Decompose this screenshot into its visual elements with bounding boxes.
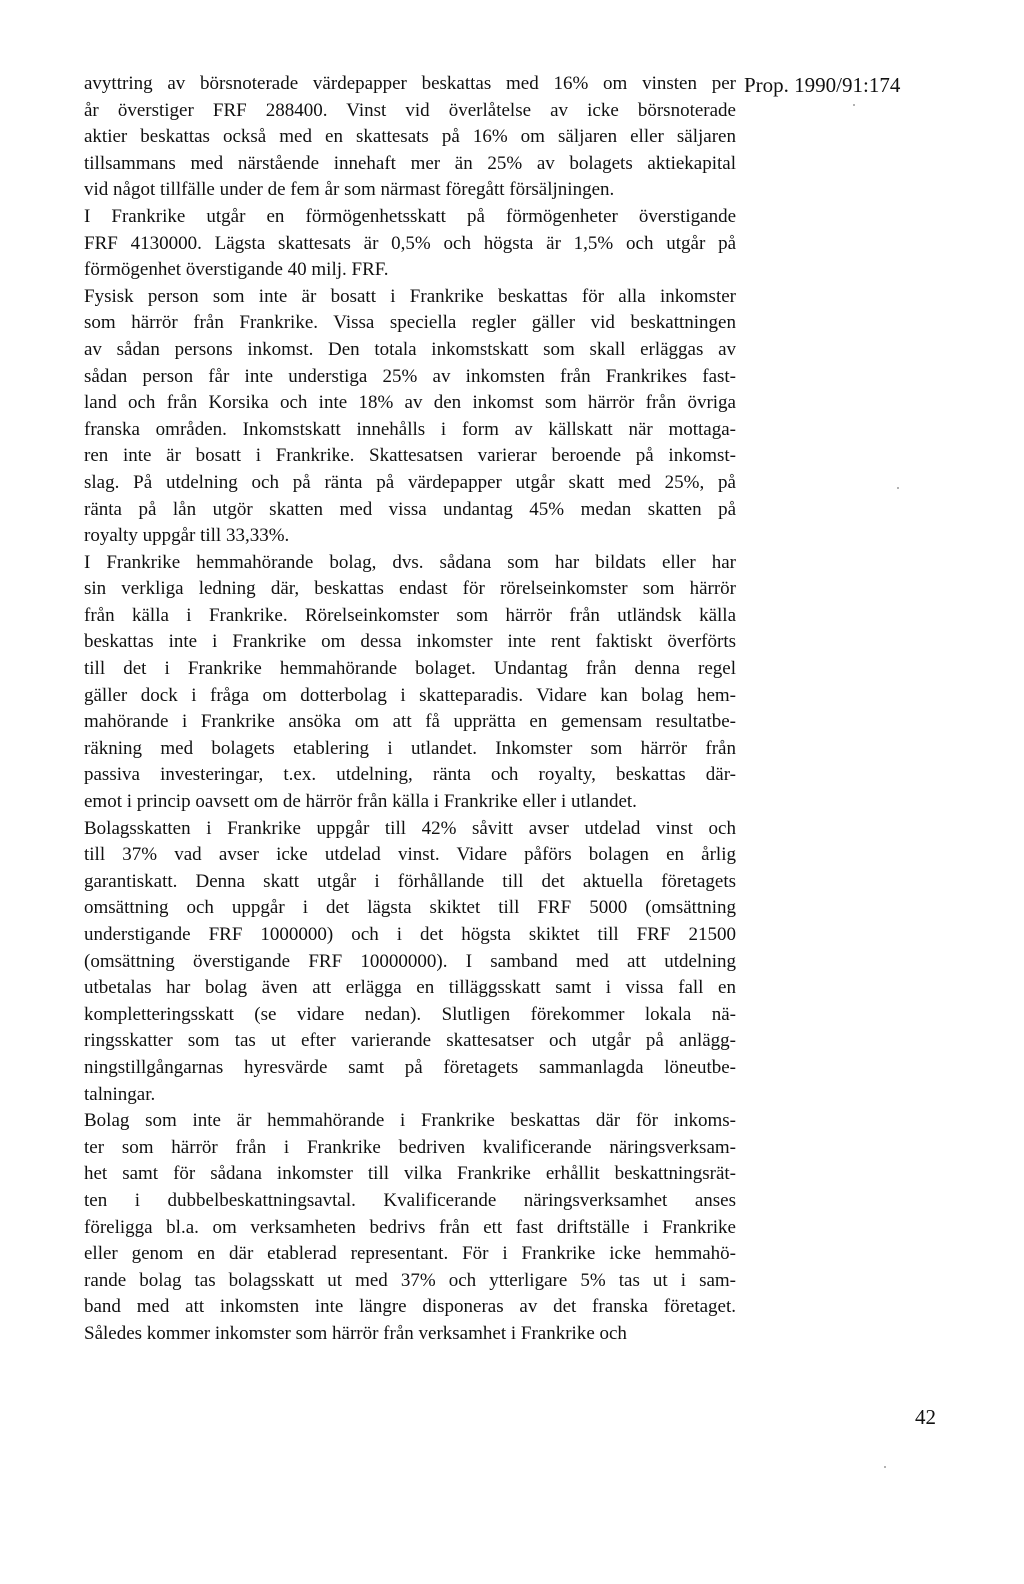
text-line: eller genom en där etablerad representant. För i Frankrike icke hemmahö- xyxy=(84,1243,736,1265)
paragraph-nonresident-companies xyxy=(84,1108,736,1347)
text-line: som härrör från Frankrike. Vissa speciella regler gäller vid beskattningen xyxy=(84,312,736,334)
page-number: 42 xyxy=(915,1405,936,1429)
paragraph-resident-companies xyxy=(84,550,736,816)
body-text xyxy=(84,71,736,1348)
text-line: av sådan persons inkomst. Den totala inkomstskatt som skall erläggas av xyxy=(84,338,736,360)
text-line: år överstiger FRF 288400. Vinst vid överlåtelse av icke börsnoterade xyxy=(84,99,736,121)
text-line: gäller dock i fråga om dotterbolag i skatteparadis. Vidare kan bolag hem- xyxy=(84,684,736,706)
text-line: slag. På utdelning och på ränta på värdepapper utgår skatt med 25%, på xyxy=(84,471,736,493)
text-line: Fysisk person som inte är bosatt i Frankrike beskattas för alla inkomster xyxy=(84,285,736,307)
text-line: beskattas inte i Frankrike om dessa inkomster inte rent faktiskt överförts xyxy=(84,631,736,653)
text-line: I Frankrike utgår en förmögenhetsskatt på förmögenheter överstigande xyxy=(84,205,736,227)
proposition-reference: Prop. 1990/91:174 xyxy=(744,73,901,97)
text-line: ren inte är bosatt i Frankrike. Skattesatsen varierar beroende på inkomst- xyxy=(84,445,736,467)
text-line: FRF 4130000. Lägsta skattesats är 0,5% och högsta är 1,5% och utgår på xyxy=(84,232,736,254)
text-line: het samt för sådana inkomster till vilka Frankrike erhållit beskattningsrät- xyxy=(84,1163,736,1185)
text-line: vid något tillfälle under de fem år som närmast föregått försäljningen. xyxy=(84,179,615,201)
paragraph-capital-gains xyxy=(84,71,736,204)
paragraph-nonresident-individuals xyxy=(84,284,736,550)
text-line: aktier beskattas också med en skattesats på 16% om säljaren eller säljaren xyxy=(84,126,736,148)
text-line: talningar. xyxy=(84,1083,156,1105)
text-line: (omsättning överstigande FRF 10000000). I samband med att utdelning xyxy=(84,950,736,972)
text-line: till det i Frankrike hemmahörande bolaget. Undantag från denna regel xyxy=(84,658,736,680)
text-line: emot i princip oavsett om de härrör från källa i Frankrike eller i utlandet. xyxy=(84,791,637,813)
text-line: passiva investeringar, t.ex. utdelning, ränta och royalty, beskattas där- xyxy=(84,764,736,786)
text-line: I Frankrike hemmahörande bolag, dvs. sådana som har bildats eller har xyxy=(84,551,736,573)
text-line: sådan person får inte understiga 25% av inkomsten från Frankrikes fast- xyxy=(84,365,736,387)
text-line: utbetalas har bolag även att erlägga en tilläggsskatt samt i vissa fall en xyxy=(84,977,736,999)
text-line: Bolagsskatten i Frankrike uppgår till 42% såvitt avser utdelad vinst och xyxy=(84,817,736,839)
paragraph-wealth-tax xyxy=(84,204,736,284)
text-line: ränta på lån utgör skatten med vissa undantag 45% medan skatten på xyxy=(84,498,736,520)
text-line: till 37% vad avser icke utdelad vinst. Vidare påförs bolagen en årlig xyxy=(84,844,736,866)
text-line: förmögenhet överstigande 40 milj. FRF. xyxy=(84,259,389,281)
text-line: Således kommer inkomster som härrör från verksamhet i Frankrike och xyxy=(84,1322,627,1344)
paragraph-corporate-tax xyxy=(84,816,736,1109)
text-line: kompletteringsskatt (se vidare nedan). Slutligen förekommer lokala nä- xyxy=(84,1003,736,1025)
text-line: sin verkliga ledning där, beskattas endast för rörelseinkomster som härrör xyxy=(84,578,736,600)
text-line: mahörande i Frankrike ansöka om att få upprätta en gemensam resultatbe- xyxy=(84,711,736,733)
text-line: omsättning och uppgår i det lägsta skiktet till FRF 5000 (omsättning xyxy=(84,897,736,919)
text-line: rande bolag tas bolagsskatt ut med 37% och ytterligare 5% tas ut i sam- xyxy=(84,1269,736,1291)
text-line: ringsskatter som tas ut efter varierande skattesatser och utgår på anlägg- xyxy=(84,1030,736,1052)
text-line: royalty uppgår till 33,33%. xyxy=(84,525,290,547)
text-line: föreligga bl.a. om verksamheten bedrivs från ett fast driftställe i Frankrike xyxy=(84,1216,736,1238)
text-line: avyttring av börsnoterade värdepapper beskattas med 16% om vinsten per xyxy=(84,73,736,94)
scan-speck xyxy=(897,487,899,489)
text-line: ten i dubbelbeskattningsavtal. Kvalificerande näringsverksamhet anses xyxy=(84,1189,736,1211)
text-line: ningstillgångarnas hyresvärde samt på företagets sammanlagda löneutbe- xyxy=(84,1056,736,1078)
text-line: Bolag som inte är hemmahörande i Frankrike beskattas där för inkoms- xyxy=(84,1110,736,1132)
text-line: från källa i Frankrike. Rörelseinkomster som härrör från utländsk källa xyxy=(84,604,736,626)
text-line: band med att inkomsten inte längre disponeras av det franska företaget. xyxy=(84,1296,736,1318)
text-line: garantiskatt. Denna skatt utgår i förhållande till det aktuella företagets xyxy=(84,870,736,892)
text-line: land och från Korsika och inte 18% av den inkomst som härrör från övriga xyxy=(84,392,736,414)
text-line: tillsammans med närstående innehaft mer än 25% av bolagets aktiekapital xyxy=(84,152,736,174)
text-line: räkning med bolagets etablering i utlandet. Inkomster som härrör från xyxy=(84,737,736,759)
scan-speck xyxy=(884,1466,886,1468)
text-line: ter som härrör från i Frankrike bedriven kvalificerande näringsverksam- xyxy=(84,1136,736,1158)
scan-speck xyxy=(853,104,855,106)
text-line: understigande FRF 1000000) och i det högsta skiktet till FRF 21500 xyxy=(84,924,736,945)
text-line: franska områden. Inkomstskatt innehålls i form av källskatt när mottaga- xyxy=(84,418,736,440)
